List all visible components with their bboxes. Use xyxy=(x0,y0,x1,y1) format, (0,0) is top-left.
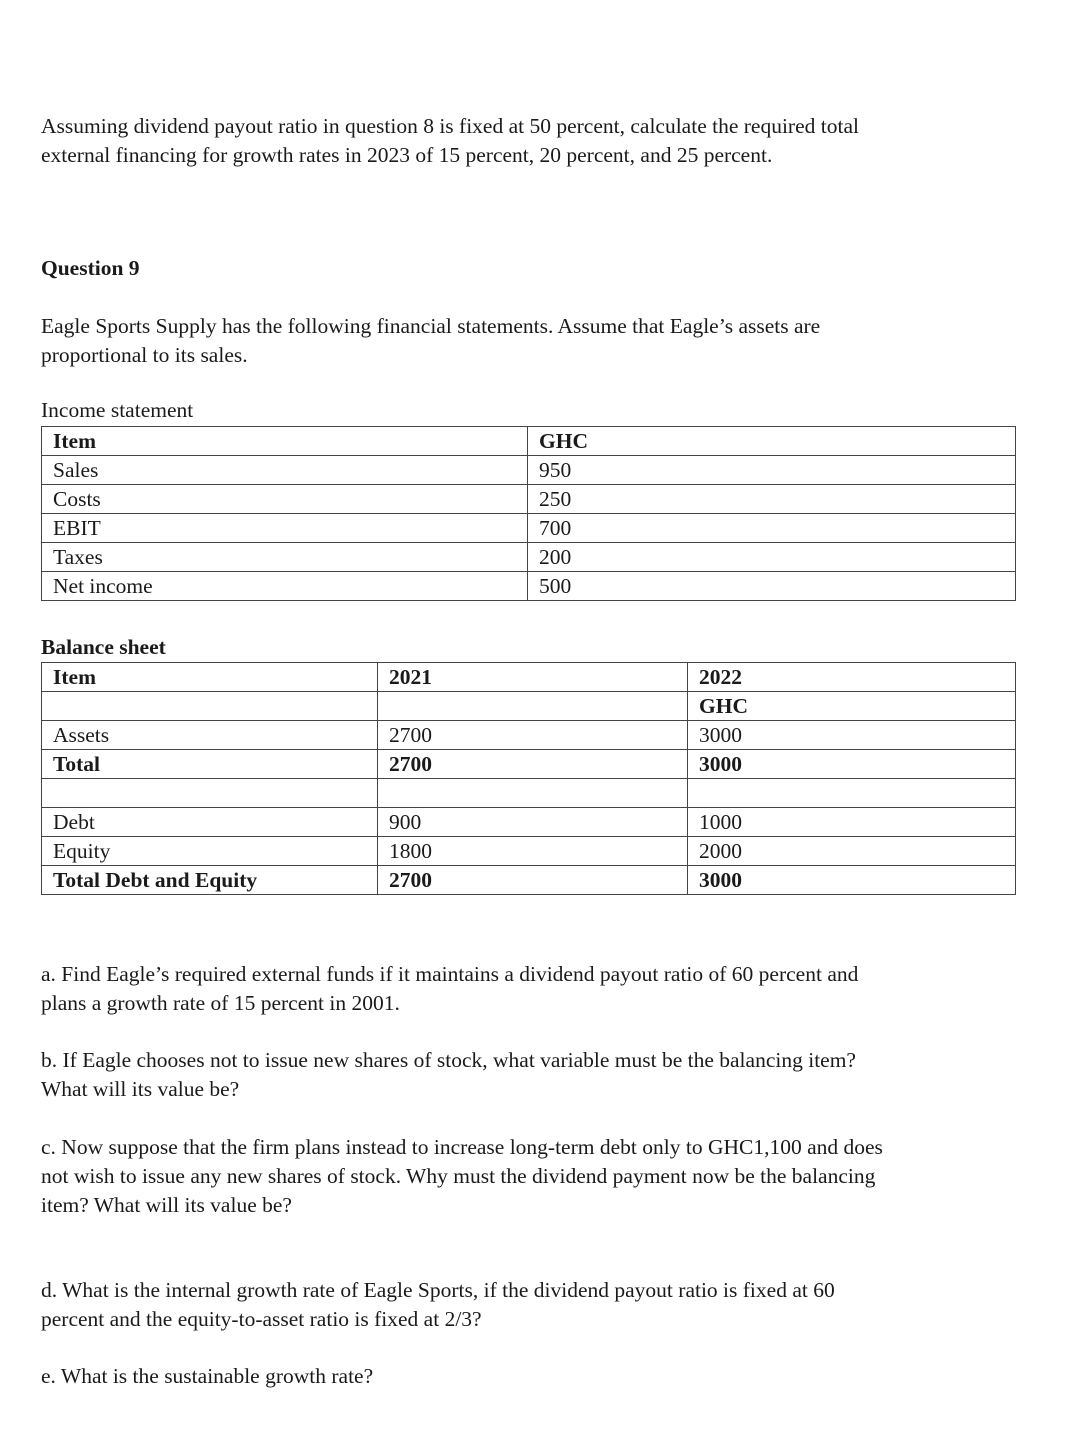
question-c xyxy=(41,1133,1041,1220)
table-row xyxy=(42,692,1016,721)
row-item: Total Debt and Equity xyxy=(42,866,378,895)
description-line-2: proportional to its sales. xyxy=(41,343,248,367)
question-b xyxy=(41,1046,1041,1104)
empty-cell xyxy=(42,692,378,721)
currency-label: GHC xyxy=(688,692,1016,721)
empty-cell xyxy=(378,692,688,721)
table-header-row xyxy=(42,427,1016,456)
header-2022: 2022 xyxy=(688,663,1016,692)
question-c-line-3: item? What will its value be? xyxy=(41,1193,292,1217)
empty-cell xyxy=(378,779,688,808)
row-2021: 2700 xyxy=(378,750,688,779)
table-row xyxy=(42,721,1016,750)
row-2022: 2000 xyxy=(688,837,1016,866)
row-value: 700 xyxy=(528,514,1016,543)
table-header-row xyxy=(42,663,1016,692)
question-e-line-1: e. What is the sustainable growth rate? xyxy=(41,1364,374,1388)
question-c-line-2: not wish to issue any new shares of stock. Why must the dividend payment now be the balancing xyxy=(41,1164,876,1188)
intro-line-1: Assuming dividend payout ratio in question 8 is fixed at 50 percent, calculate the required total xyxy=(41,114,859,138)
question-e xyxy=(41,1362,1041,1391)
question-b-line-2: What will its value be? xyxy=(41,1077,240,1101)
empty-cell xyxy=(688,779,1016,808)
row-item: Assets xyxy=(42,721,378,750)
row-item: Net income xyxy=(42,572,528,601)
row-item: Costs xyxy=(42,485,528,514)
header-item: Item xyxy=(42,663,378,692)
income-statement-table xyxy=(41,426,1016,601)
header-item: Item xyxy=(42,427,528,456)
question-a-line-1: a. Find Eagle’s required external funds if it maintains a dividend payout ratio of 60 percent and xyxy=(41,962,859,986)
row-2022: 3000 xyxy=(688,750,1016,779)
balance-sheet-caption: Balance sheet xyxy=(41,635,166,659)
row-value: 950 xyxy=(528,456,1016,485)
question-a xyxy=(41,960,1041,1018)
question-b-line-1: b. If Eagle chooses not to issue new shares of stock, what variable must be the balancing item? xyxy=(41,1048,856,1072)
table-row xyxy=(42,837,1016,866)
question-d xyxy=(41,1276,1041,1334)
table-row xyxy=(42,779,1016,808)
table-row xyxy=(42,808,1016,837)
table-row xyxy=(42,866,1016,895)
table-row xyxy=(42,514,1016,543)
row-2022: 1000 xyxy=(688,808,1016,837)
table-row xyxy=(42,543,1016,572)
row-item: Debt xyxy=(42,808,378,837)
row-value: 500 xyxy=(528,572,1016,601)
row-2021: 2700 xyxy=(378,721,688,750)
table-row xyxy=(42,750,1016,779)
description-line-1: Eagle Sports Supply has the following financial statements. Assume that Eagle’s assets are xyxy=(41,314,821,338)
row-item: Taxes xyxy=(42,543,528,572)
row-2022: 3000 xyxy=(688,866,1016,895)
row-item: Sales xyxy=(42,456,528,485)
row-2021: 1800 xyxy=(378,837,688,866)
row-value: 250 xyxy=(528,485,1016,514)
row-item: EBIT xyxy=(42,514,528,543)
header-2021: 2021 xyxy=(378,663,688,692)
row-value: 200 xyxy=(528,543,1016,572)
empty-cell xyxy=(42,779,378,808)
description-paragraph xyxy=(41,312,1041,370)
balance-sheet-table xyxy=(41,662,1016,895)
question-c-line-1: c. Now suppose that the firm plans instead to increase long-term debt only to GHC1,100 and does xyxy=(41,1135,883,1159)
question-d-line-1: d. What is the internal growth rate of Eagle Sports, if the dividend payout ratio is fixed at 60 xyxy=(41,1278,835,1302)
table-row xyxy=(42,572,1016,601)
row-2021: 900 xyxy=(378,808,688,837)
row-item: Equity xyxy=(42,837,378,866)
question-heading: Question 9 xyxy=(41,256,140,280)
table-row xyxy=(42,456,1016,485)
intro-line-2: external financing for growth rates in 2023 of 15 percent, 20 percent, and 25 percent. xyxy=(41,143,773,167)
intro-paragraph xyxy=(41,112,1041,170)
income-statement-caption: Income statement xyxy=(41,398,194,422)
row-2022: 3000 xyxy=(688,721,1016,750)
question-d-line-2: percent and the equity-to-asset ratio is fixed at 2/3? xyxy=(41,1307,482,1331)
question-a-line-2: plans a growth rate of 15 percent in 2001. xyxy=(41,991,400,1015)
row-2021: 2700 xyxy=(378,866,688,895)
table-row xyxy=(42,485,1016,514)
row-item: Total xyxy=(42,750,378,779)
header-ghc: GHC xyxy=(528,427,1016,456)
